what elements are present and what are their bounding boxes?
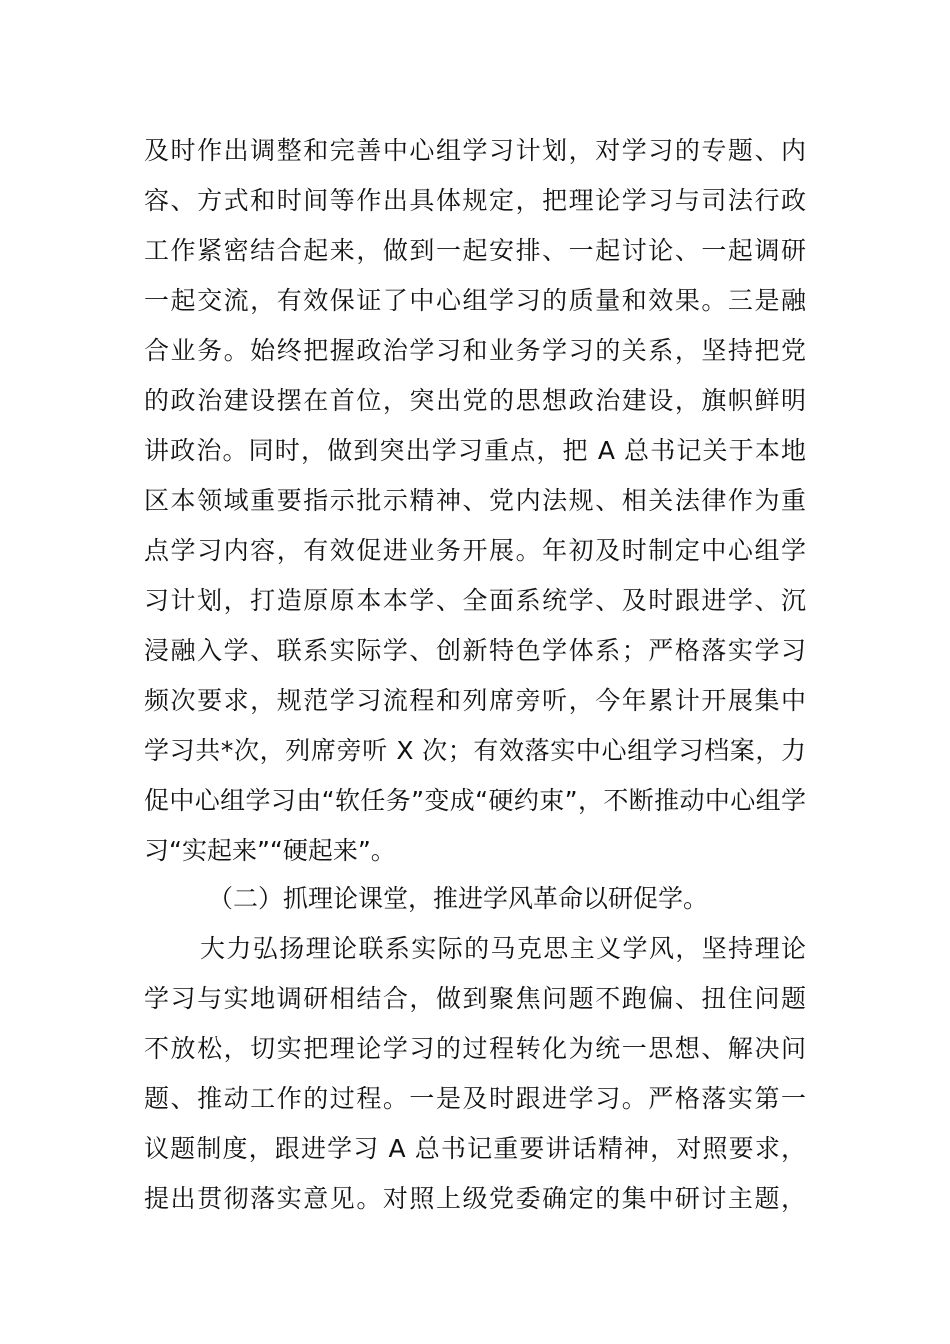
- paragraph-line: 讲政治。同时，做到突出学习重点，把 A 总书记关于本地: [144, 436, 806, 465]
- paragraph-line: 题、推动工作的过程。一是及时跟进学习。严格落实第一: [144, 1084, 806, 1113]
- paragraph-line: 工作紧密结合起来，做到一起安排、一起讨论、一起调研: [144, 236, 806, 265]
- paragraph-line: 合业务。始终把握政治学习和业务学习的关系，坚持把党: [144, 336, 806, 365]
- paragraph-line: 点学习内容，有效促进业务开展。年初及时制定中心组学: [144, 536, 806, 565]
- paragraph-line: 浸融入学、联系实际学、创新特色学体系；严格落实学习: [144, 636, 806, 665]
- paragraph-line: 不放松，切实把理论学习的过程转化为统一思想、解决问: [144, 1034, 806, 1063]
- paragraph-line: 习计划，打造原原本本学、全面系统学、及时跟进学、沉: [144, 586, 806, 615]
- paragraph-line: 促中心组学习由“软任务”变成“硬约束”，不断推动中心组学: [144, 786, 806, 815]
- paragraph-line: 一起交流，有效保证了中心组学习的质量和效果。三是融: [144, 286, 806, 315]
- section-heading: （二）抓理论课堂，推进学风革命以研促学。: [208, 884, 709, 913]
- paragraph-line: 学习与实地调研相结合，做到聚焦问题不跑偏、扭住问题: [144, 984, 806, 1013]
- paragraph-line: 频次要求，规范学习流程和列席旁听，今年累计开展集中: [144, 686, 806, 715]
- paragraph-line: 区本领域重要指示批示精神、党内法规、相关法律作为重: [144, 486, 806, 515]
- paragraph-line: 及时作出调整和完善中心组学习计划，对学习的专题、内: [144, 136, 806, 165]
- paragraph-line: 习“实起来”“硬起来”。: [144, 836, 396, 865]
- paragraph-line: 学习共*次，列席旁听 X 次；有效落实中心组学习档案，力: [144, 736, 806, 765]
- paragraph-line: 议题制度，跟进学习 A 总书记重要讲话精神，对照要求，: [144, 1134, 806, 1163]
- paragraph-line: 的政治建设摆在首位，突出党的思想政治建设，旗帜鲜明: [144, 386, 806, 415]
- paragraph-line: 容、方式和时间等作出具体规定，把理论学习与司法行政: [144, 186, 806, 215]
- paragraph-line: 提出贯彻落实意见。对照上级党委确定的集中研讨主题，: [144, 1184, 806, 1213]
- paragraph-line: 大力弘扬理论联系实际的马克思主义学风，坚持理论: [200, 934, 806, 963]
